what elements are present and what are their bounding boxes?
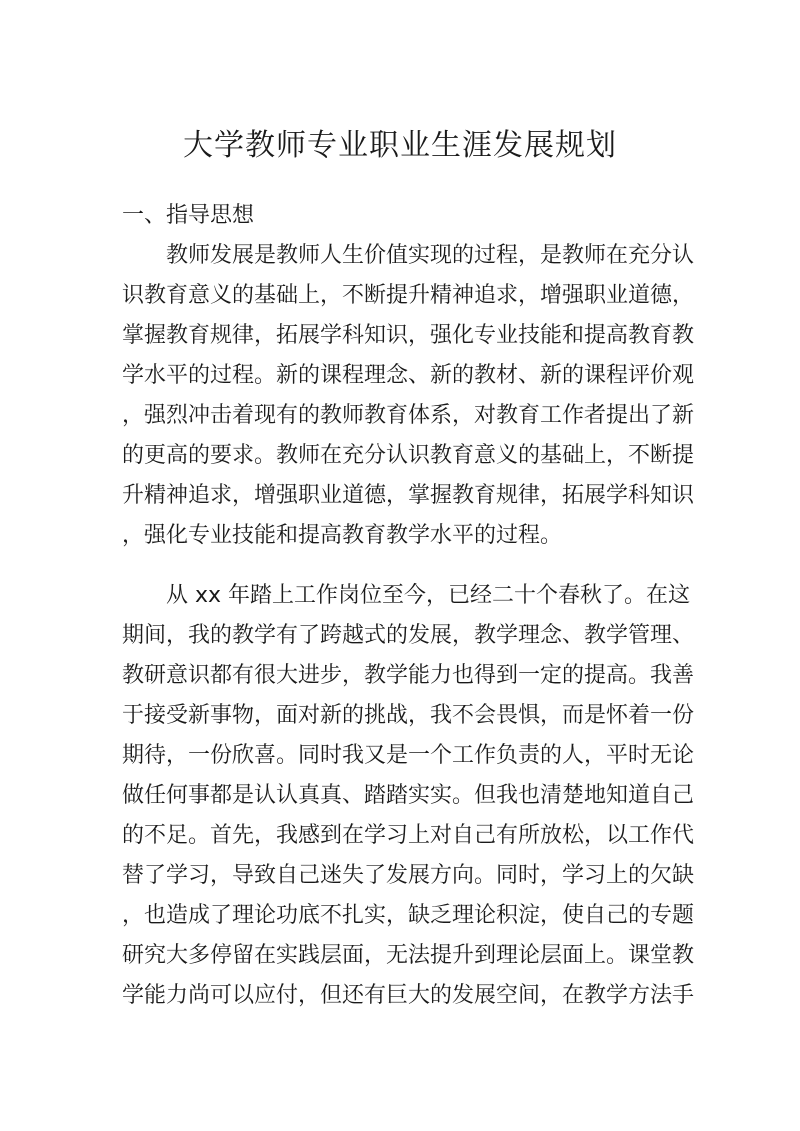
section-heading-guiding-thought: 一、指导思想 — [122, 203, 255, 228]
paragraph-2-line: 做任何事都是认认真真、踏踏实实。但我也清楚地知道自己 — [122, 783, 695, 808]
paragraph-1-line: 教师发展是教师人生价值实现的过程，是教师在充分认 — [166, 243, 695, 268]
paragraph-1-line: ，强烈冲击着现有的教师教育体系，对教育工作者提出了新 — [122, 403, 695, 428]
paragraph-1-line: 学水平的过程。新的课程理念、新的教材、新的课程评价观 — [122, 363, 695, 388]
paragraph-1-line: 的更高的要求。教师在充分认识教育意义的基础上，不断提 — [122, 443, 695, 468]
paragraph-2-line: 学能力尚可以应付，但还有巨大的发展空间，在教学方法手 — [122, 983, 695, 1008]
paragraph-2-line: 的不足。首先，我感到在学习上对自己有所放松，以工作代 — [122, 823, 695, 848]
paragraph-2-line: ，也造成了理论功底不扎实，缺乏理论积淀，使自己的专题 — [122, 903, 695, 928]
document-title: 大学教师专业职业生涯发展规划 — [183, 128, 617, 163]
paragraph-2-line: 期待，一份欣喜。同时我又是一个工作负责的人，平时无论 — [122, 743, 695, 768]
paragraph-1-line: 掌握教育规律，拓展学科知识，强化专业技能和提高教育教 — [122, 323, 695, 348]
paragraph-1-line: 升精神追求，增强职业道德，掌握教育规律，拓展学科知识 — [122, 483, 695, 508]
paragraph-2-line: 期间，我的教学有了跨越式的发展，教学理念、教学管理、 — [122, 623, 695, 648]
paragraph-1-line: ，强化专业技能和提高教育教学水平的过程。 — [122, 523, 563, 548]
paragraph-2-line: 研究大多停留在实践层面，无法提升到理论层面上。课堂教 — [122, 943, 695, 968]
paragraph-2-line: 替了学习，导致自己迷失了发展方向。同时，学习上的欠缺 — [122, 863, 695, 888]
paragraph-1-line: 识教育意义的基础上，不断提升精神追求，增强职业道德， — [122, 283, 695, 308]
paragraph-2-line: 从 xx 年踏上工作岗位至今，已经二十个春秋了。在这 — [166, 583, 691, 608]
paragraph-2-line: 教研意识都有很大进步，教学能力也得到一定的提高。我善 — [122, 663, 695, 688]
paragraph-2-line: 于接受新事物，面对新的挑战，我不会畏惧，而是怀着一份 — [122, 703, 695, 728]
